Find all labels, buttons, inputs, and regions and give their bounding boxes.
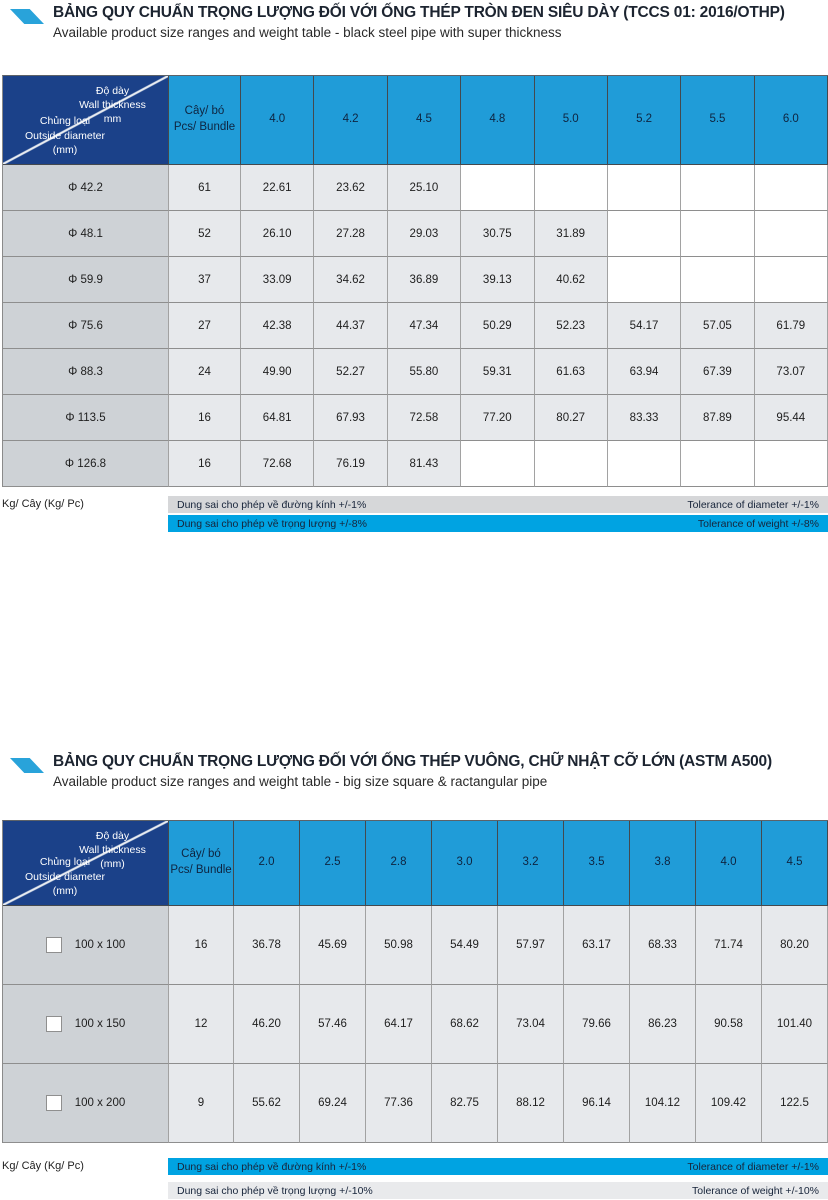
weight-cell: 52.23 (535, 303, 608, 349)
weight-cell: 50.98 (366, 906, 432, 985)
empty-cell (535, 165, 608, 211)
weight-cell: 104.12 (630, 1064, 696, 1143)
thickness-header: 2.0 (234, 821, 300, 906)
weight-cell: 86.23 (630, 985, 696, 1064)
table2-title: BẢNG QUY CHUẨN TRỌNG LƯỢNG ĐỐI VỚI ỐNG THÉP VUÔNG, CHỮ NHẬT CỠ LỚN (ASTM A500) (53, 753, 772, 770)
weight-cell: 55.62 (234, 1064, 300, 1143)
square-pipe-icon (46, 1016, 62, 1032)
thickness-header: 6.0 (755, 76, 828, 165)
empty-cell (608, 441, 681, 487)
weight-cell: 26.10 (241, 211, 314, 257)
empty-cell (755, 211, 828, 257)
weight-cell: 57.05 (681, 303, 754, 349)
pcs-cell: 24 (169, 349, 241, 395)
weight-cell: 81.43 (388, 441, 461, 487)
weight-cell: 101.40 (762, 985, 828, 1064)
weight-cell: 63.94 (608, 349, 681, 395)
row-label: Φ 75.6 (3, 303, 169, 349)
table2-tolerance-weight-bar (168, 1182, 828, 1199)
pcs-cell: 12 (169, 985, 234, 1064)
weight-cell: 57.46 (300, 985, 366, 1064)
row-label: Φ 113.5 (3, 395, 169, 441)
weight-cell: 80.27 (535, 395, 608, 441)
weight-cell: 76.19 (314, 441, 387, 487)
pcs-bundle-header: Cây/ bó Pcs/ Bundle (169, 821, 234, 906)
weight-cell: 79.66 (564, 985, 630, 1064)
table1-title: BẢNG QUY CHUẨN TRỌNG LƯỢNG ĐỐI VỚI ỐNG THÉP TRÒN ĐEN SIÊU DÀY (TCCS 01: 2016/OTHP) (53, 4, 785, 21)
row-label: Φ 88.3 (3, 349, 169, 395)
weight-cell: 22.61 (241, 165, 314, 211)
pcs-cell: 37 (169, 257, 241, 303)
empty-cell (755, 441, 828, 487)
empty-cell (461, 441, 534, 487)
row-label: Φ 42.2 (3, 165, 169, 211)
thickness-header: 3.8 (630, 821, 696, 906)
weight-cell: 57.97 (498, 906, 564, 985)
corner-header-cell: Độ dày Wall thickness (mm) Chủng loại Outside diameter (mm) (3, 821, 169, 906)
table2-subtitle: Available product size ranges and weight table - big size square & ractangular pipe (53, 773, 548, 789)
table2-title-block (53, 753, 772, 790)
empty-cell (608, 211, 681, 257)
weight-cell: 31.89 (535, 211, 608, 257)
corner-header-cell: Độ dày Wall thickness mm Chủng loại Outside diameter (mm) (3, 76, 169, 165)
pcs-cell: 61 (169, 165, 241, 211)
empty-cell (681, 441, 754, 487)
weight-cell: 73.04 (498, 985, 564, 1064)
weight-cell: 61.79 (755, 303, 828, 349)
pcs-cell: 9 (169, 1064, 234, 1143)
weight-cell: 50.29 (461, 303, 534, 349)
weight-cell: 39.13 (461, 257, 534, 303)
thickness-header: 4.8 (461, 76, 534, 165)
pcs-cell: 16 (169, 441, 241, 487)
weight-cell: 29.03 (388, 211, 461, 257)
pcs-cell: 16 (169, 906, 234, 985)
weight-cell: 25.10 (388, 165, 461, 211)
tolerance-weight-vi: Dung sai cho phép về trọng lượng +/-10% (177, 1184, 373, 1197)
weight-cell: 68.62 (432, 985, 498, 1064)
empty-cell (535, 441, 608, 487)
weight-cell: 54.17 (608, 303, 681, 349)
table1-tolerance-weight-bar (168, 515, 828, 532)
thickness-header: 4.5 (762, 821, 828, 906)
row-label: Φ 59.9 (3, 257, 169, 303)
weight-cell: 122.5 (762, 1064, 828, 1143)
weight-cell: 80.20 (762, 906, 828, 985)
weight-cell: 45.69 (300, 906, 366, 985)
weight-cell: 72.58 (388, 395, 461, 441)
swoosh-icon (10, 9, 44, 24)
thickness-header: 4.0 (241, 76, 314, 165)
weight-cell: 40.62 (535, 257, 608, 303)
table2-header (10, 753, 772, 790)
thickness-header: 4.5 (388, 76, 461, 165)
weight-cell: 90.58 (696, 985, 762, 1064)
weight-cell: 64.81 (241, 395, 314, 441)
weight-cell: 47.34 (388, 303, 461, 349)
thickness-header: 2.5 (300, 821, 366, 906)
weight-cell: 27.28 (314, 211, 387, 257)
tolerance-diameter-vi: Dung sai cho phép về đường kính +/-1% (177, 498, 367, 511)
thickness-header: 4.2 (314, 76, 387, 165)
thickness-header: 4.0 (696, 821, 762, 906)
weight-cell: 36.78 (234, 906, 300, 985)
weight-cell: 109.42 (696, 1064, 762, 1143)
empty-cell (461, 165, 534, 211)
thickness-header: 2.8 (366, 821, 432, 906)
thickness-header: 3.5 (564, 821, 630, 906)
empty-cell (608, 165, 681, 211)
weight-cell: 55.80 (388, 349, 461, 395)
weight-cell: 63.17 (564, 906, 630, 985)
table1-unit-note: Kg/ Cây (Kg/ Pc) (2, 498, 84, 510)
weight-cell: 96.14 (564, 1064, 630, 1143)
empty-cell (681, 211, 754, 257)
tolerance-weight-vi: Dung sai cho phép về trọng lượng +/-8% (177, 517, 367, 530)
weight-cell: 68.33 (630, 906, 696, 985)
weight-cell: 83.33 (608, 395, 681, 441)
table2-tolerance-diameter-bar (168, 1158, 828, 1175)
pcs-cell: 16 (169, 395, 241, 441)
weight-cell: 73.07 (755, 349, 828, 395)
weight-cell: 95.44 (755, 395, 828, 441)
round-pipe-weight-table (2, 75, 828, 487)
square-pipe-icon (46, 937, 62, 953)
row-label: 100 x 150 (3, 985, 169, 1064)
table1-subtitle: Available product size ranges and weight table - black steel pipe with super thickness (53, 24, 562, 40)
weight-cell: 34.62 (314, 257, 387, 303)
table1-title-block (53, 4, 785, 41)
pcs-cell: 27 (169, 303, 241, 349)
weight-cell: 30.75 (461, 211, 534, 257)
weight-cell: 61.63 (535, 349, 608, 395)
table1-header (10, 4, 785, 41)
row-label: 100 x 200 (3, 1064, 169, 1143)
table1-tolerance-diameter-bar (168, 496, 828, 513)
square-pipe-weight-table (2, 820, 828, 1143)
weight-cell: 71.74 (696, 906, 762, 985)
tolerance-diameter-en: Tolerance of diameter +/-1% (687, 1160, 819, 1173)
empty-cell (681, 165, 754, 211)
weight-cell: 64.17 (366, 985, 432, 1064)
table2-unit-note: Kg/ Cây (Kg/ Pc) (2, 1160, 84, 1172)
weight-cell: 88.12 (498, 1064, 564, 1143)
tolerance-diameter-en: Tolerance of diameter +/-1% (687, 498, 819, 511)
square-pipe-icon (46, 1095, 62, 1111)
thickness-header: 5.0 (535, 76, 608, 165)
thickness-header: 3.0 (432, 821, 498, 906)
weight-cell: 46.20 (234, 985, 300, 1064)
tolerance-weight-en: Tolerance of weight +/-10% (692, 1184, 819, 1197)
weight-cell: 59.31 (461, 349, 534, 395)
weight-cell: 77.20 (461, 395, 534, 441)
row-label: 100 x 100 (3, 906, 169, 985)
empty-cell (608, 257, 681, 303)
pcs-bundle-header: Cây/ bó Pcs/ Bundle (169, 76, 241, 165)
weight-cell: 36.89 (388, 257, 461, 303)
row-label: Φ 48.1 (3, 211, 169, 257)
weight-cell: 72.68 (241, 441, 314, 487)
weight-cell: 67.39 (681, 349, 754, 395)
weight-cell: 23.62 (314, 165, 387, 211)
thickness-header: 5.2 (608, 76, 681, 165)
row-label: Φ 126.8 (3, 441, 169, 487)
tolerance-weight-en: Tolerance of weight +/-8% (697, 517, 819, 530)
pcs-cell: 52 (169, 211, 241, 257)
empty-cell (755, 165, 828, 211)
weight-cell: 82.75 (432, 1064, 498, 1143)
weight-cell: 49.90 (241, 349, 314, 395)
thickness-header: 3.2 (498, 821, 564, 906)
weight-cell: 67.93 (314, 395, 387, 441)
weight-cell: 52.27 (314, 349, 387, 395)
weight-cell: 69.24 (300, 1064, 366, 1143)
empty-cell (681, 257, 754, 303)
weight-cell: 33.09 (241, 257, 314, 303)
tolerance-diameter-vi: Dung sai cho phép về đường kính +/-1% (177, 1160, 367, 1173)
weight-cell: 77.36 (366, 1064, 432, 1143)
swoosh-icon (10, 758, 44, 773)
empty-cell (755, 257, 828, 303)
thickness-header: 5.5 (681, 76, 754, 165)
weight-cell: 42.38 (241, 303, 314, 349)
weight-cell: 54.49 (432, 906, 498, 985)
weight-cell: 44.37 (314, 303, 387, 349)
weight-cell: 87.89 (681, 395, 754, 441)
